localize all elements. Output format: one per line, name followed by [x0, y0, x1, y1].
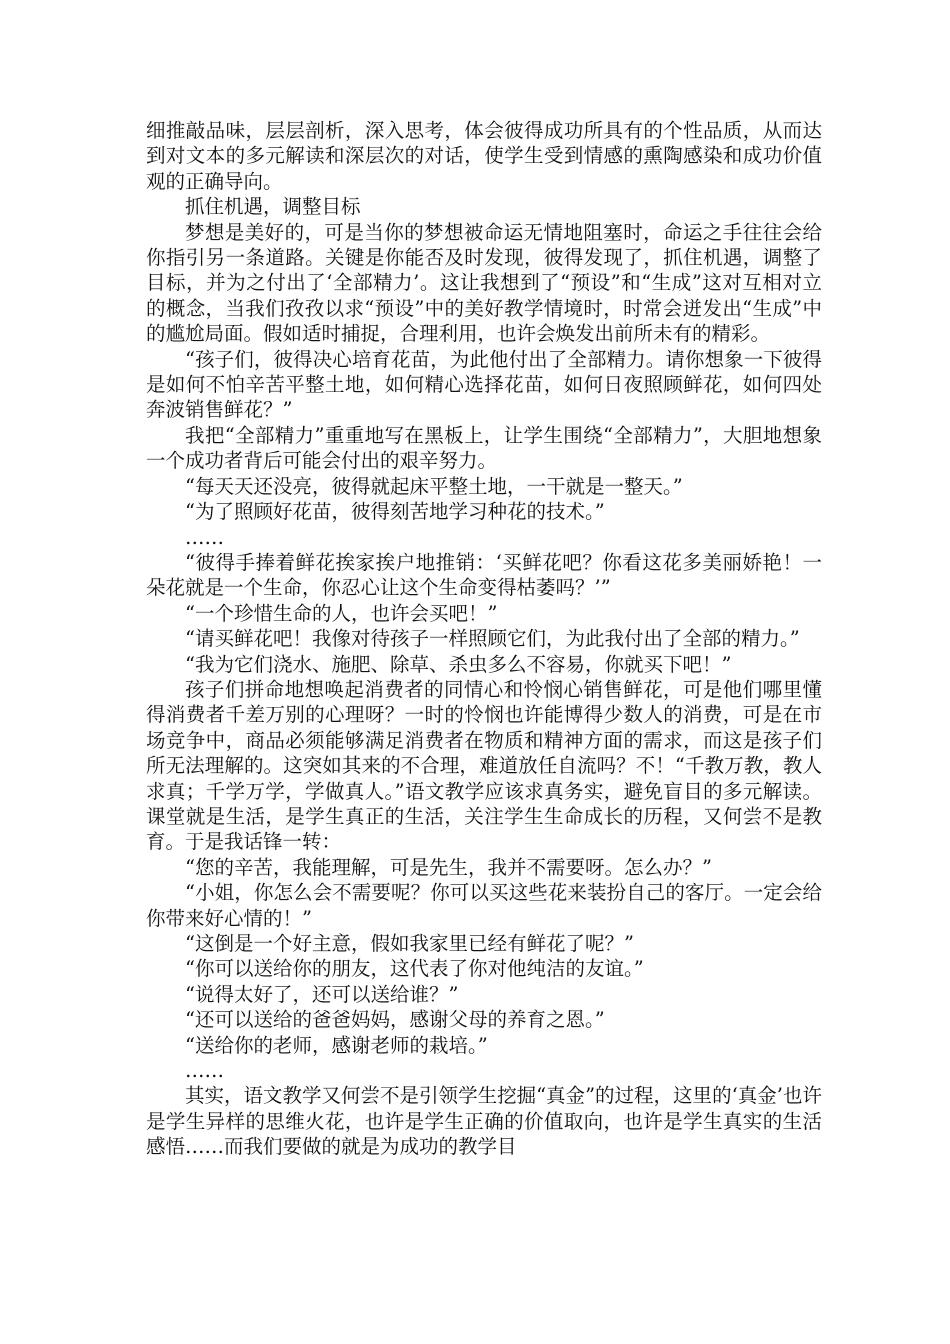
paragraph-16: “说得太好了，还可以送给谁？” — [185, 982, 459, 1006]
paragraph-12: “您的辛苦，我能理解，可是先生，我并不需要呀。怎么办？” — [185, 855, 712, 879]
ellipsis-1: …… — [185, 525, 224, 549]
paragraph-3: “孩子们，彼得决心培育花苗，为此他付出了全部精力。请你想象一下彼得是如何不怕辛苦平整土地，如何精心选择花苗，如何日夜照顾鲜花，如何四处奔波销售鲜花？” — [146, 347, 822, 422]
paragraph-13: “小姐，你怎么会不需要呢？你可以买这些花来装扮自己的客厅。一定会给你带来好心情的！” — [146, 881, 822, 930]
paragraph-17: “还可以送给的爸爸妈妈，感谢父母的养育之恩。” — [185, 1008, 605, 1032]
paragraph-1: 细推敲品味，层层剖析，深入思考，体会彼得成功所具有的个性品质，从而达到对文本的多元解读和深层次的对话，使学生受到情感的熏陶感染和成功价值观的正确导向。 — [146, 119, 822, 193]
section-heading: 抓住机遇，调整目标 — [185, 195, 361, 219]
paragraph-4: 我把“全部精力”重重地写在黑板上，让学生围绕“全部精力”，大胆地想象一个成功者背后可能会付出的艰辛努力。 — [146, 423, 822, 473]
paragraph-11: 孩子们拼命地想唤起消费者的同情心和怜悯心销售鲜花，可是他们哪里懂得消费者千差万别的心理呀？一时的怜悯也许能博得少数人的消费，可是在市场竞争中，商品必须能够满足消费者在物质和精神方面的需求，而这是孩子们所无法理解的。这突如其来的不合理，难道放任自流吗？不！“千教万教，教人求真；千学万学，学做真人。”语文教学应该求真务实，避免盲目的多元解读。课堂就是生活，是学生真正的生活，关注学生生命成长的历程，又何尝不是教育。于是我话锋一转： — [146, 677, 822, 854]
paragraph-15: “你可以送给你的朋友，这代表了你对他纯洁的友谊。” — [185, 957, 644, 981]
paragraph-18: “送给你的老师，感谢老师的栽培。” — [185, 1033, 488, 1057]
ellipsis-2: …… — [185, 1059, 224, 1083]
paragraph-7: “彼得手捧着鲜花挨家挨户地推销：‘买鲜花吧？你看这花多美丽娇艳！一朵花就是一个生命，你忍心让这个生命变得枯萎吗？’” — [146, 550, 822, 600]
paragraph-8: “一个珍惜生命的人，也许会买吧！” — [185, 601, 498, 625]
paragraph-19: 其实，语文教学又何尝不是引领学生挖掘“真金”的过程，这里的‘真金’也许是学生异样的思维火花，也许是学生正确的价值取向，也许是学生真实的生活感悟……而我们要做的就是为成功的教学目 — [146, 1084, 822, 1159]
paragraph-5: “每天天还没亮，彼得就起床平整土地，一干就是一整天。” — [185, 474, 683, 498]
body-text — [146, 118, 822, 1160]
paragraph-6: “为了照顾好花苗，彼得刻苦地学习种花的技术。” — [185, 500, 605, 524]
paragraph-10: “我为它们浇水、施肥、除草、杀虫多么不容易，你就买下吧！” — [185, 652, 732, 676]
paragraph-2: 梦想是美好的，可是当你的梦想被命运无情地阻塞时，命运之手往往会给你指引另一条道路。关键是你能否及时发现，彼得发现了，抓住机遇，调整了目标，并为之付出了‘全部精力’。这让我想到了“预设”和“生成”这对互相对立的概念，当我们孜孜以求“预设”中的美好教学情境时，时常会迸发出“生成”中的尴尬局面。假如适时捕捉，合理利用，也许会焕发出前所未有的精彩。 — [146, 220, 822, 346]
paragraph-14: “这倒是一个好主意，假如我家里已经有鲜花了呢？” — [185, 932, 634, 955]
paragraph-9: “请买鲜花吧！我像对待孩子一样照顾它们，为此我付出了全部的精力。” — [185, 627, 800, 651]
